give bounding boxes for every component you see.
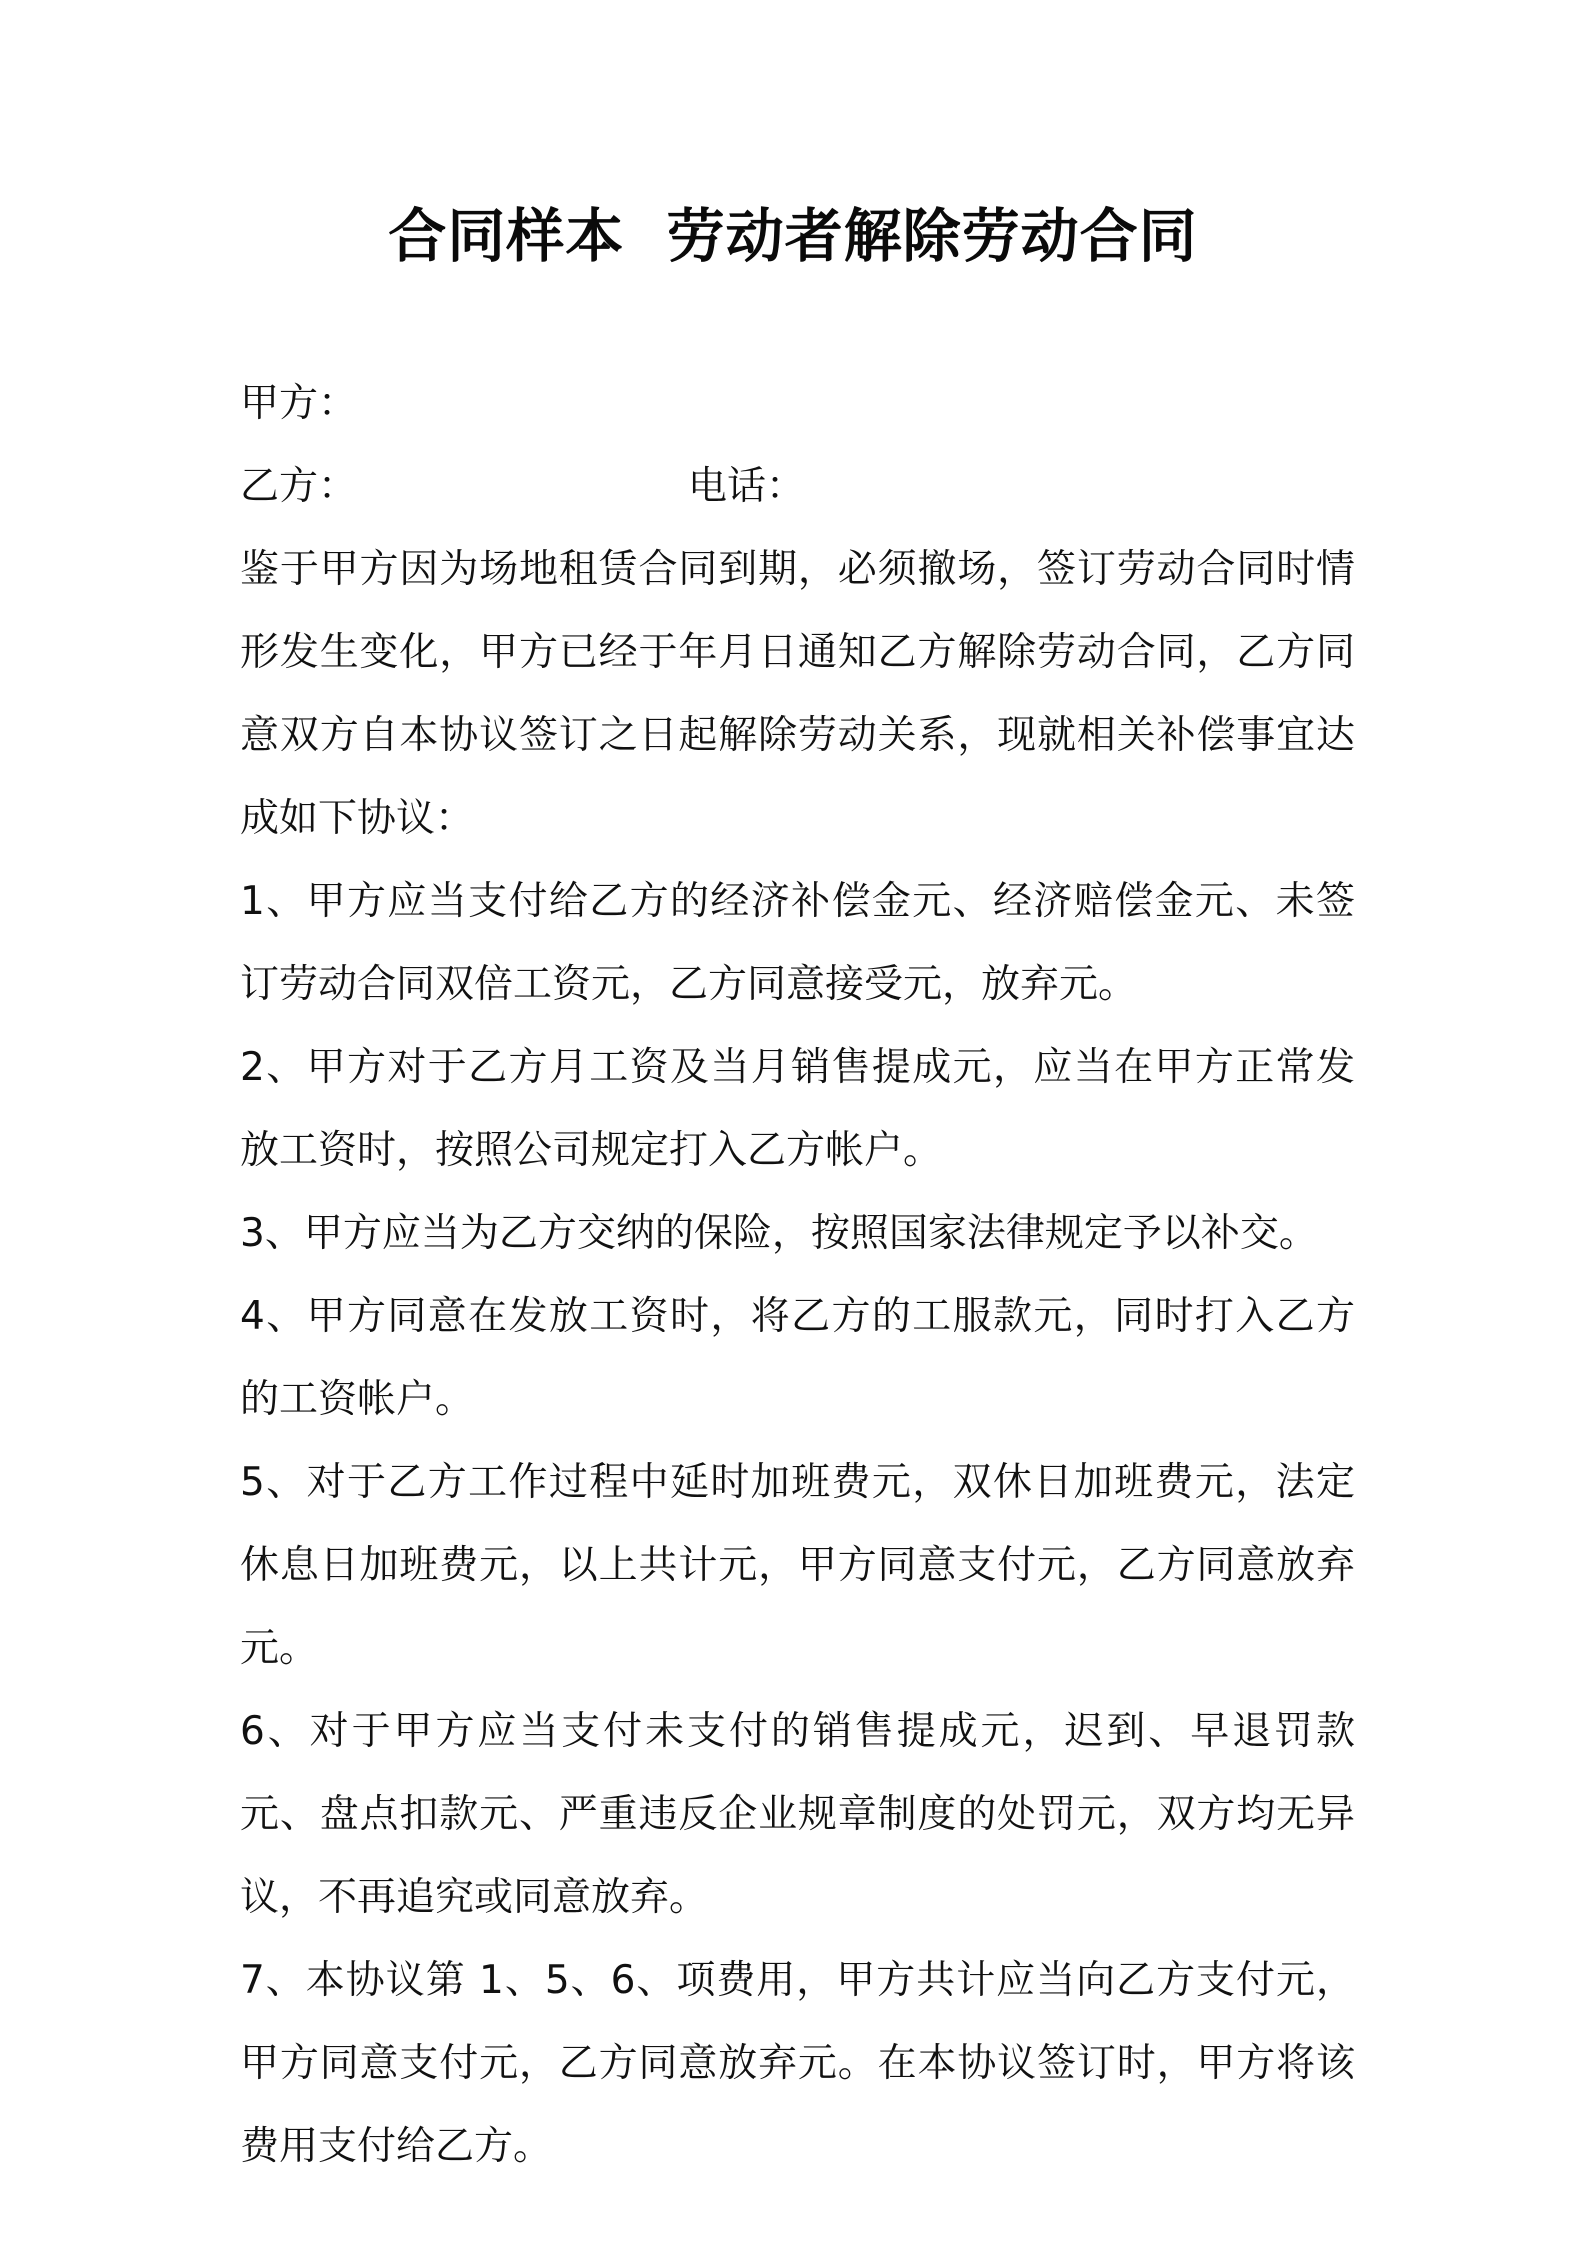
clause-7: 7、本协议第 1、5、6、项费用，甲方共计应当向乙方支付元，甲方同意支付元，乙方同意放弃元。在本协议签订时，甲方将该费用支付给乙方。 <box>240 1958 1355 2169</box>
phone-label: 电话： <box>688 464 806 509</box>
clause-3: 3、甲方应当为乙方交纳的保险，按照国家法律规定予以补交。 <box>240 1211 1318 1256</box>
party-b-label: 乙方： <box>240 464 358 509</box>
clause-5: 5、对于乙方工作过程中延时加班费元，双休日加班费元，法定休息日加班费元，以上共计元，甲方同意支付元，乙方同意放弃元。 <box>240 1460 1355 1671</box>
clause-6: 6、对于甲方应当支付未支付的销售提成元，迟到、早退罚款元、盘点扣款元、严重违反企业规章制度的处罚元，双方均无异议，不再追究或同意放弃。 <box>240 1709 1355 1920</box>
party-a-label: 甲方： <box>240 381 358 426</box>
preamble-paragraph: 鉴于甲方因为场地租赁合同到期，必须撤场，签订劳动合同时情形发生变化，甲方已经于年月日通知乙方解除劳动合同，乙方同意双方自本协议签订之日起解除劳动关系，现就相关补偿事宜达成如下协议： <box>240 547 1355 841</box>
party-b-row <box>240 445 1355 528</box>
clause-2: 2、甲方对于乙方月工资及当月销售提成元，应当在甲方正常发放工资时，按照公司规定打入乙方帐户。 <box>240 1045 1355 1173</box>
clause-1: 1、甲方应当支付给乙方的经济补偿金元、经济赔偿金元、未签订劳动合同双倍工资元，乙方同意接受元，放弃元。 <box>240 879 1355 1007</box>
clause-4: 4、甲方同意在发放工资时，将乙方的工服款元，同时打入乙方的工资帐户。 <box>240 1294 1355 1422</box>
contract-body <box>240 362 1355 2188</box>
page-title: 合同样本 劳动者解除劳动合同 <box>388 202 1198 270</box>
